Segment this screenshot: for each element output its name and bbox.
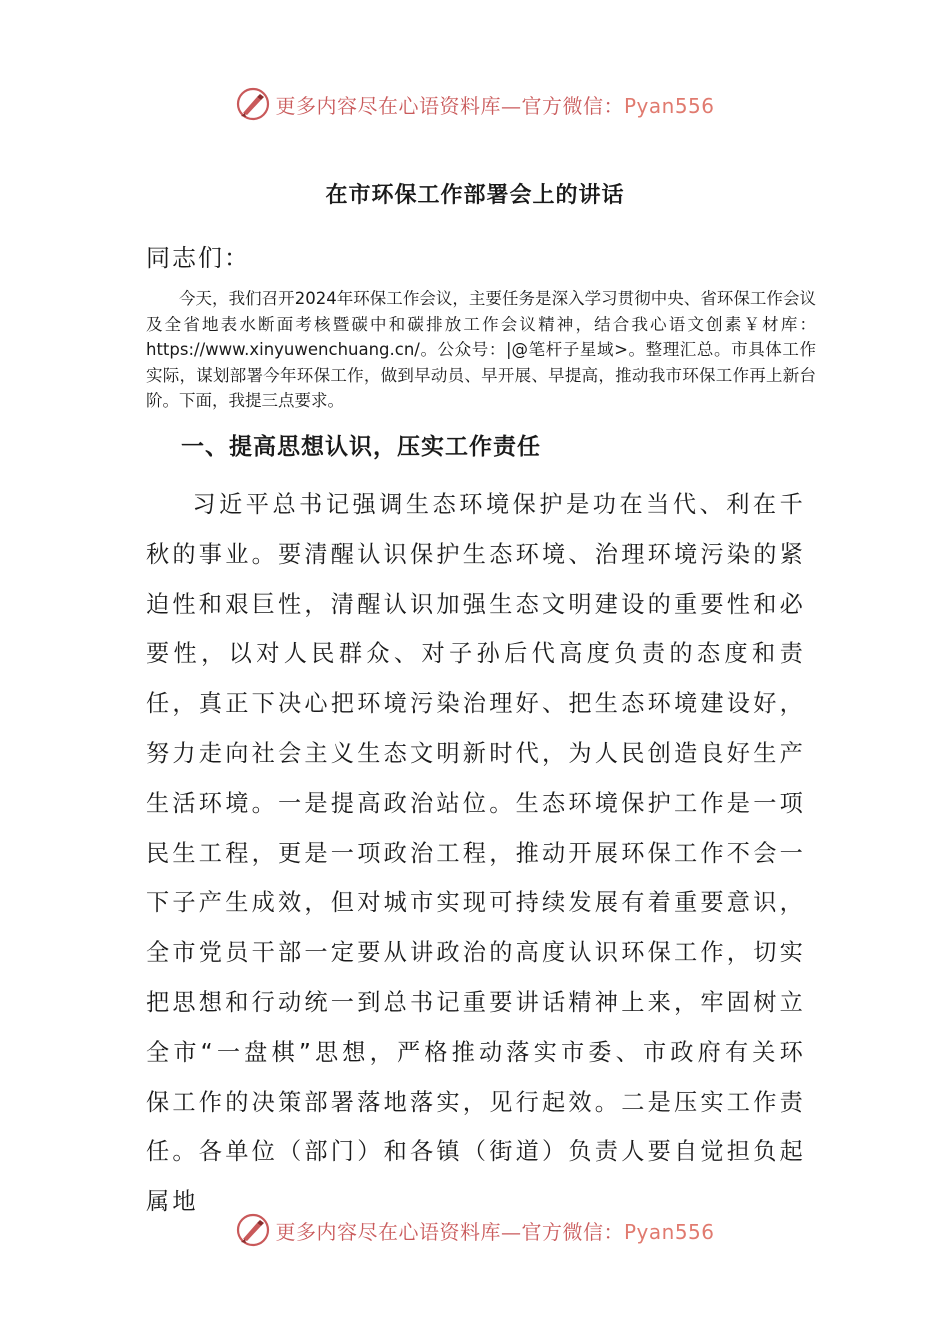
watermark-banner-bottom bbox=[0, 1208, 950, 1252]
wechat-id: Pyan556 bbox=[623, 1219, 715, 1244]
watermark-banner-top bbox=[0, 82, 950, 126]
intro-paragraph: 今天，我们召开2024年环保工作会议，主要任务是深入学习贯彻中央、省环保工作会议及全省地表水断面考核暨碳中和碳排放工作会议精神，结合我心语文创素￥材库：https://www.xinyuwenchuang.cn/。公众号：|@笔杆子星域>。整理汇总。市具体工作实际，谋划部署今年环保工作，做到早动员、早开展、早提高，推动我市环保工作再上新台阶。下面，我提三点要求。 bbox=[146, 289, 816, 410]
watermark-label: 更多内容尽在心语资料库—官方微信： bbox=[275, 93, 624, 118]
wechat-id: Pyan556 bbox=[623, 93, 715, 118]
watermark-label: 更多内容尽在心语资料库—官方微信： bbox=[275, 1219, 624, 1244]
pen-logo-icon bbox=[235, 86, 271, 122]
pen-logo-icon bbox=[235, 1212, 271, 1248]
document-title: 在市环保工作部署会上的讲话 bbox=[325, 183, 625, 208]
watermark-text bbox=[275, 90, 714, 119]
salutation: 同志们： bbox=[146, 244, 250, 272]
watermark-text bbox=[275, 1216, 714, 1245]
section-heading-1: 一、提高思想认识，压实工作责任 bbox=[181, 434, 541, 460]
section-1-body: 习近平总书记强调生态环境保护是功在当代、利在千秋的事业。要清醒认识保护生态环境、治理环境污染的紧迫性和艰巨性，清醒认识加强生态文明建设的重要性和必要性，以对人民群众、对子孙后代高度负责的态度和责任，真正下决心把环境污染治理好、把生态环境建设好，努力走向社会主义生态文明新时代，为人民创造良好生产生活环境。一是提高政治站位。生态环境保护工作是一项民生工程，更是一项政治工程，推动开展环保工作不会一下子产生成效，但对城市实现可持续发展有着重要意识，全市党员干部一定要从讲政治的高度认识环保工作，切实把思想和行动统一到总书记重要讲话精神上来，牢固树立全市“一盘棋”思想，严格推动落实市委、市政府有关环保工作的决策部署落地落实，见行起效。二是压实工作责任。各单位（部门）和各镇（街道）负责人要自觉担负起属地 bbox=[146, 491, 806, 1216]
